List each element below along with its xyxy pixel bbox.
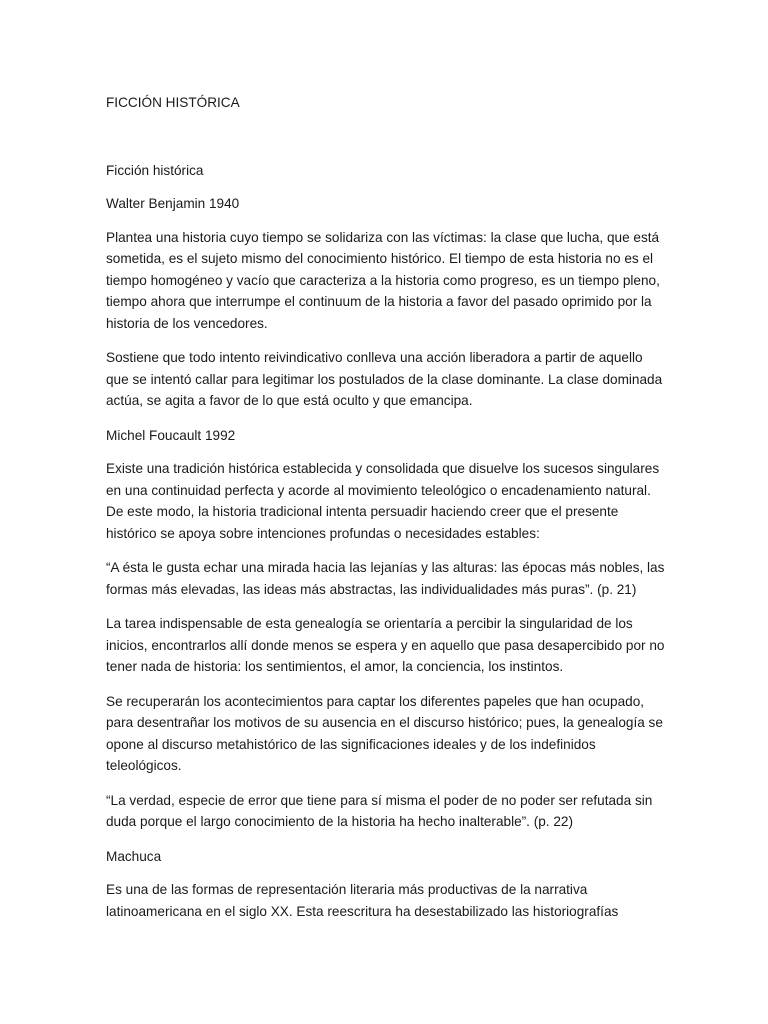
author-heading-machuca: Machuca: [106, 848, 162, 864]
paragraph-benjamin-2: Sostiene que todo intento reivindicativo conlleva una acción liberadora a partir de aquello que se intentó callar para legitimar los postulados de la clase dominante. La clase dominada actúa, se agita a favor de lo que está oculto y que emancipa.: [106, 350, 663, 408]
quote-foucault-1: “A ésta le gusta echar una mirada hacia las lejanías y las alturas: las épocas más nobles, las formas más elevadas, las ideas más abstractas, las individualidades más puras”. (p. 21): [106, 560, 665, 597]
document-body: [106, 92, 666, 935]
paragraph-machuca-1: Es una de las formas de representación literaria más productivas de la narrativa latinoamericana en el siglo XX. Esta reescritura ha desestabilizado las historiografías: [106, 882, 619, 919]
paragraph-foucault-3: Se recuperarán los acontecimientos para captar los diferentes papeles que han ocupado, para desentrañar los motivos de su ausencia en el discurso histórico; pues, la genealogía se opone al discurso metahistórico de las significaciones ideales y de los indefinidos teleológicos.: [106, 693, 663, 773]
section-heading: Ficción histórica: [106, 162, 204, 178]
quote-foucault-2: “La verdad, especie de error que tiene para sí misma el poder de no poder ser refutada sin duda porque el largo conocimiento de la historia ha hecho inalterable”. (p. 22): [106, 792, 653, 829]
document-title: FICCIÓN HISTÓRICA: [106, 95, 240, 110]
author-heading-benjamin: Walter Benjamin 1940: [106, 196, 240, 211]
paragraph-foucault-2: La tarea indispensable de esta genealogía se orientaría a percibir la singularidad de los inicios, encontrarlos allí donde menos se espera y en aquello que pasa desapercibido por no tener nada de historia: los sentimientos, el amor, la conciencia, los instintos.: [106, 616, 665, 674]
author-heading-foucault: Michel Foucault 1992: [106, 427, 236, 443]
paragraph-benjamin-1: Plantea una historia cuyo tiempo se solidariza con las víctimas: la clase que lucha, que está sometida, es el sujeto mismo del conocimiento histórico. El tiempo de esta historia no es el tiempo homogéneo y vacío que caracteriza a la historia como progreso, es un tiempo pleno, tiempo ahora que interrumpe el continuum de la historia a favor del pasado oprimido por la historia de los vencedores.: [106, 229, 660, 331]
paragraph-foucault-1: Existe una tradición histórica establecida y consolidada que disuelve los sucesos singulares en una continuidad perfecta y acorde al movimiento teleológico o encadenamiento natural. De este modo, la historia tradicional intenta persuadir haciendo creer que el presente histórico se apoya sobre intenciones profundas o necesidades estables:: [106, 461, 660, 541]
